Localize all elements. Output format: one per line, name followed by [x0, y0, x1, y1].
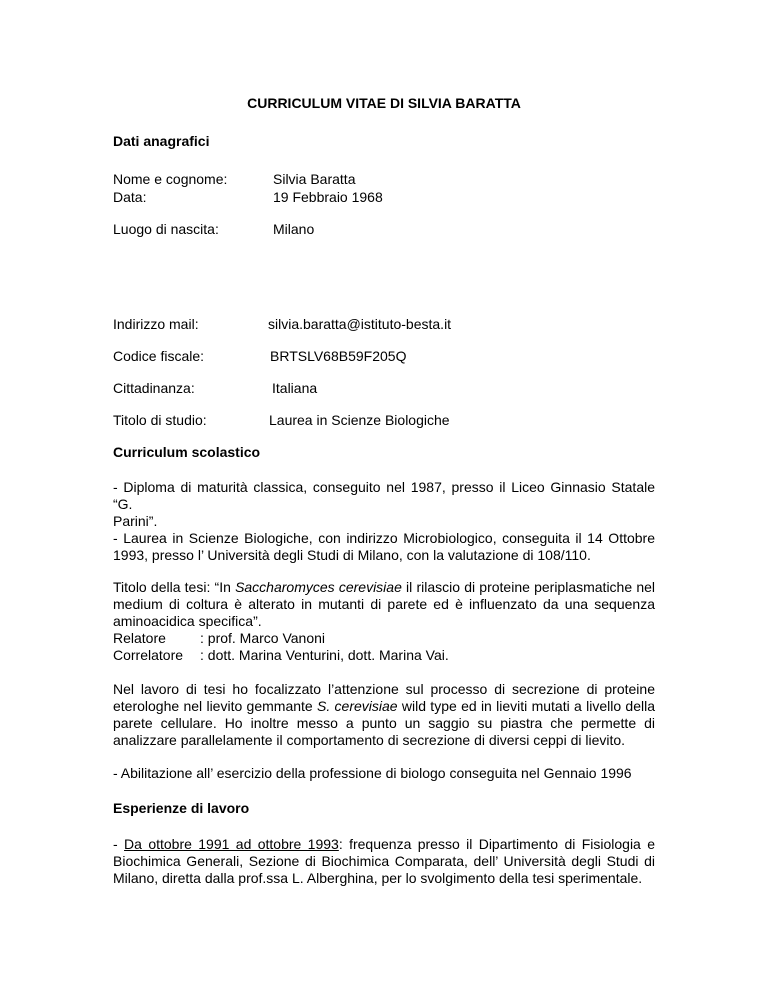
- lavoro-line-1: Nel lavoro di tesi ho focalizzato l’attenzione sul processo di secrezione di proteine: [113, 681, 655, 697]
- tesi-line-1-b: il rilascio di proteine periplasmatiche nel: [401, 579, 655, 595]
- paragraph-laurea: [113, 530, 655, 564]
- correlatore-line: [113, 647, 655, 664]
- section-heading-curriculum: Curriculum scolastico: [113, 444, 261, 460]
- field-value-luogo: Milano: [273, 221, 315, 237]
- paragraph-diploma: [113, 479, 655, 530]
- esperienza-prefix: -: [113, 836, 125, 852]
- esperienza-line-1-rest: : frequenza presso il Dipartimento di Fisiologia e: [338, 836, 655, 852]
- field-label-cittadinanza: Cittadinanza:: [113, 380, 195, 396]
- laurea-line-2: 1993, presso l’ Università degli Studi di Milano, con la valutazione di 108/110.: [113, 547, 591, 563]
- section-heading-dati: Dati anagrafici: [113, 133, 210, 149]
- paragraph-tesi: [113, 579, 655, 664]
- abilitazione-line: - Abilitazione all’ esercizio della professione di biologo conseguita nel Gennaio 1996: [113, 765, 632, 781]
- tesi-line-1-a: Titolo della tesi: “In: [113, 579, 236, 595]
- lavoro-line-2-a: eterologhe nel lievito gemmante: [113, 698, 318, 714]
- document-title: CURRICULUM VITAE DI SILVIA BARATTA: [247, 95, 521, 111]
- tesi-line-3: aminoacidica specifica”.: [113, 613, 262, 629]
- lavoro-line-4: analizzare parallelamente il comportamento di secrezione di diversi ceppi di lievito.: [113, 732, 626, 748]
- esperienza-period: Da ottobre 1991 ad ottobre 1993: [124, 836, 339, 852]
- lavoro-line-2: [113, 698, 655, 715]
- tesi-species-italic: Saccharomyces cerevisiae: [235, 579, 402, 595]
- field-label-nome: Nome e cognome:: [113, 171, 228, 187]
- relatore-value: : prof. Marco Vanoni: [200, 630, 326, 646]
- field-label-data: Data:: [113, 189, 147, 205]
- paragraph-esperienza-1: [113, 836, 655, 887]
- lavoro-line-2-b: wild type ed in lieviti mutati a livello della: [397, 698, 655, 714]
- field-value-nome: Silvia Baratta: [273, 171, 356, 187]
- paragraph-abilitazione: [113, 765, 655, 782]
- field-label-luogo: Luogo di nascita:: [113, 221, 219, 237]
- field-label-mail: Indirizzo mail:: [113, 316, 199, 332]
- lavoro-line-3: parete cellulare. Ho inoltre messo a punto un saggio su piastra che permette di: [113, 715, 655, 731]
- section-heading-esperienze: Esperienze di lavoro: [113, 800, 250, 816]
- lavoro-species-italic: S. cerevisiae: [317, 698, 398, 714]
- relatore-label: Relatore: [113, 630, 166, 646]
- diploma-line-2: Parini”.: [113, 513, 158, 529]
- field-value-data: 19 Febbraio 1968: [273, 189, 383, 205]
- correlatore-label: Correlatore: [113, 647, 184, 663]
- tesi-line-1: [113, 579, 655, 596]
- tesi-line-2: medium di coltura è alterato in mutanti di parete ed è influenzato da una sequenza: [113, 596, 655, 612]
- correlatore-value: : dott. Marina Venturini, dott. Marina Vai.: [200, 647, 449, 663]
- paragraph-lavoro-tesi: [113, 681, 655, 749]
- esperienza-line-3: Milano, diretta dalla prof.ssa L. Alberghina, per lo svolgimento della tesi sperimentale.: [113, 870, 643, 886]
- relatore-line: [113, 630, 655, 647]
- field-value-codice: BRTSLV68B59F205Q: [270, 348, 407, 364]
- esperienza-line-1: [113, 836, 655, 853]
- field-value-mail: silvia.baratta@istituto-besta.it: [268, 316, 452, 332]
- field-label-titolo: Titolo di studio:: [113, 412, 207, 428]
- esperienza-line-2: Biochimica Generali, Sezione di Biochimica Comparata, dell’ Università degli Studi di: [113, 853, 655, 869]
- laurea-line-1: - Laurea in Scienze Biologiche, con indirizzo Microbiologico, conseguita il 14 Ottobre: [113, 530, 655, 546]
- field-label-codice: Codice fiscale:: [113, 348, 205, 364]
- field-value-cittadinanza: Italiana: [272, 380, 318, 396]
- diploma-line-1: - Diploma di maturità classica, conseguito nel 1987, presso il Liceo Ginnasio Statale “G.: [113, 479, 655, 512]
- field-value-titolo: Laurea in Scienze Biologiche: [269, 412, 450, 428]
